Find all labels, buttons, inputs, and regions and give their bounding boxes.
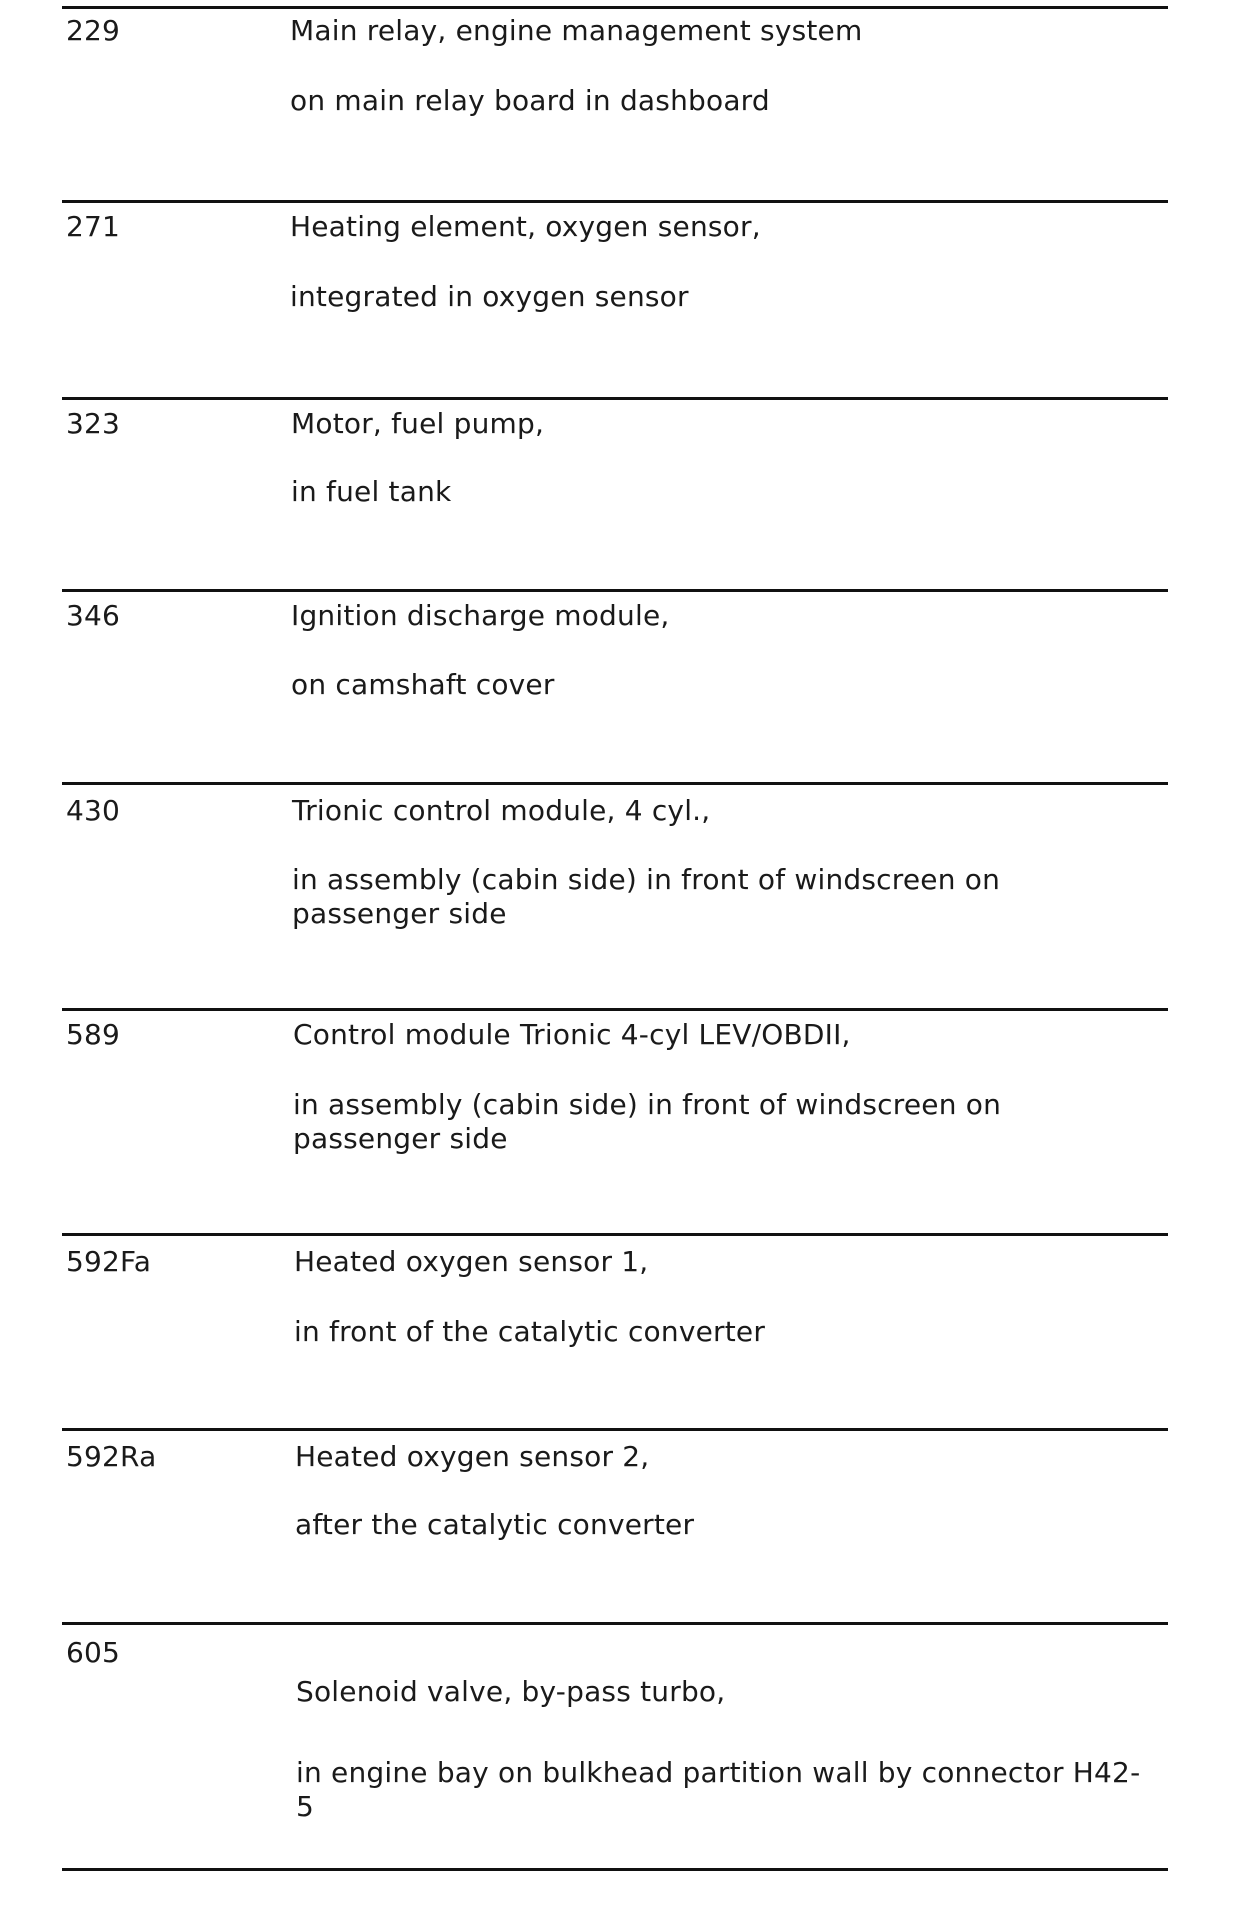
component-name: Heated oxygen sensor 1, [294,1245,649,1278]
component-code: 229 [66,14,121,47]
component-code: 430 [66,794,121,827]
component-location: in front of the catalytic converter [294,1315,766,1348]
component-code: 592Fa [66,1245,152,1278]
divider [62,1233,1168,1236]
component-name: Heating element, oxygen sensor, [290,210,761,243]
component-name: Solenoid valve, by-pass turbo, [296,1675,726,1708]
component-code: 592Ra [66,1440,157,1473]
component-name: Trionic control module, 4 cyl., [292,794,711,827]
component-location: in fuel tank [291,475,452,508]
component-location: in assembly (cabin side) in front of windscreen on passenger side [293,1088,1002,1155]
component-location: on camshaft cover [291,668,555,701]
component-code: 589 [66,1018,121,1051]
divider [62,1622,1168,1625]
component-code: 323 [66,407,121,440]
divider [62,6,1168,9]
component-code: 346 [66,599,121,632]
component-name: Control module Trionic 4-cyl LEV/OBDII, [293,1018,851,1051]
divider [62,782,1168,785]
component-name: Motor, fuel pump, [291,407,545,440]
divider [62,1428,1168,1431]
component-code: 271 [66,210,121,243]
divider [62,1008,1168,1011]
component-name: Ignition discharge module, [291,599,670,632]
component-location: after the catalytic converter [295,1508,695,1541]
component-code: 605 [66,1636,121,1669]
component-name: Main relay, engine management system [290,14,863,47]
divider [62,589,1168,592]
divider [62,397,1168,400]
component-name: Heated oxygen sensor 2, [295,1440,650,1473]
component-location: integrated in oxygen sensor [290,280,689,313]
divider [62,1868,1168,1871]
component-location: in engine bay on bulkhead partition wall by connector H42-5 [296,1756,1141,1823]
component-location: in assembly (cabin side) in front of windscreen on passenger side [292,863,1001,930]
component-location: on main relay board in dashboard [290,84,770,117]
divider [62,200,1168,203]
